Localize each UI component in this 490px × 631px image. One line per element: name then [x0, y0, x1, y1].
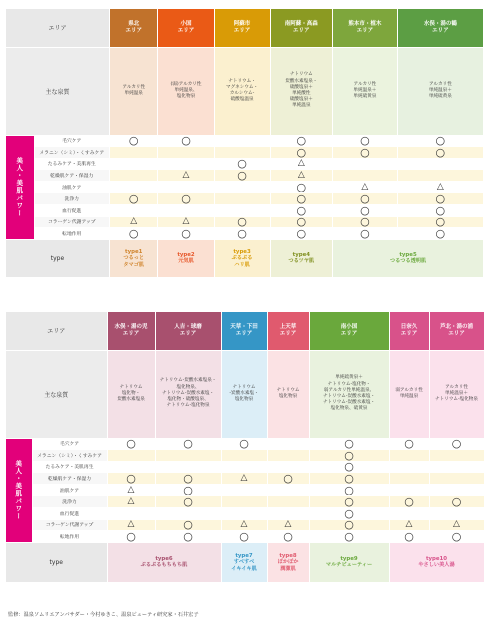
effect-mark: △: [109, 216, 158, 228]
skin-type-cell: [389, 542, 484, 582]
effect-mark: △: [107, 484, 155, 496]
effect-mark: ○: [270, 205, 333, 217]
effect-mark: ○: [333, 135, 398, 147]
supervisor-credit: 監修：温泉ソムリエアンバサダー・今村ゆきこ、温泉ビューティ研究家・石井宏子: [8, 612, 199, 618]
effect-mark: [221, 450, 267, 462]
effect-label: メラニン（シミ）・くすみケア: [34, 147, 109, 159]
beauty-power-label: 美人・美肌パワー: [6, 438, 32, 542]
effect-mark: [214, 205, 270, 217]
effect-mark: ○: [429, 438, 484, 450]
effect-label: コラーゲン代謝アップ: [34, 216, 109, 228]
effect-mark: [221, 484, 267, 496]
effect-mark: △: [429, 519, 484, 531]
effect-mark: ○: [389, 531, 429, 543]
area-header: 日奈久 エリア: [389, 312, 429, 350]
effect-label: メラニン（シミ）・くすみケア: [32, 450, 107, 462]
skin-type-code: type1: [125, 248, 143, 255]
area-header: 南小国 エリア: [309, 312, 389, 350]
effect-mark: [221, 461, 267, 473]
skin-type-cell: [270, 239, 333, 277]
effect-mark: ○: [270, 193, 333, 205]
effect-label: コラーゲン代謝アップ: [32, 519, 107, 531]
effect-label: 油肌ケア: [34, 181, 109, 193]
effect-mark: ○: [270, 216, 333, 228]
effect-mark: ○: [221, 438, 267, 450]
effect-mark: [214, 147, 270, 159]
area-header-label: エリア: [6, 9, 109, 47]
effect-mark: ○: [155, 438, 221, 450]
effect-mark: [158, 181, 214, 193]
effect-mark: ○: [309, 473, 389, 485]
skin-type-desc: ぽかぽか 潤潔肌: [277, 559, 299, 572]
effect-mark: △: [389, 519, 429, 531]
effect-mark: △: [221, 473, 267, 485]
skin-type-cell: [309, 542, 389, 582]
effect-label: たるみケア・美肌再生: [32, 461, 107, 473]
effect-mark: ○: [221, 531, 267, 543]
effect-mark: [221, 508, 267, 520]
effect-mark: ○: [397, 228, 483, 240]
effect-mark: ○: [107, 438, 155, 450]
effect-label: 洗浄力: [32, 496, 107, 508]
area-header: 天草・下田 エリア: [221, 312, 267, 350]
effect-mark: ○: [214, 170, 270, 182]
effect-mark: ○: [109, 135, 158, 147]
effect-mark: [389, 450, 429, 462]
effect-mark: △: [107, 519, 155, 531]
effect-mark: [267, 450, 309, 462]
effect-mark: ○: [214, 158, 270, 170]
area-header: 水俣・湯の児 エリア: [107, 312, 155, 350]
skin-type-desc: 元気肌: [178, 258, 194, 265]
effect-mark: ○: [109, 193, 158, 205]
effect-mark: ○: [155, 519, 221, 531]
skin-type-cell: [214, 239, 270, 277]
effect-mark: ○: [397, 135, 483, 147]
effect-mark: [267, 484, 309, 496]
effect-label: 油肌ケア: [32, 484, 107, 496]
effect-mark: [429, 461, 484, 473]
beauty-table-top: [6, 9, 484, 278]
skin-type-cell: [267, 542, 309, 582]
spring-type-cell: ナトリウム 炭酸水素塩泉・ 硫酸塩泉＋ 単純酸性 硫酸塩泉＋ 単純温泉: [270, 47, 333, 135]
effect-mark: [397, 170, 483, 182]
effect-mark: ○: [309, 496, 389, 508]
area-header: 県北 エリア: [109, 9, 158, 47]
effect-mark: [429, 484, 484, 496]
spring-type-cell: アルカリ性 単純温泉＋ 単純硫黄泉: [333, 47, 398, 135]
effect-mark: ○: [309, 531, 389, 543]
effect-mark: [107, 461, 155, 473]
effect-mark: [429, 508, 484, 520]
effect-mark: [429, 450, 484, 462]
skin-type-cell: [221, 542, 267, 582]
skin-type-desc: つるつる透明肌: [389, 258, 427, 265]
effect-mark: ○: [309, 461, 389, 473]
skin-type-code: type4: [292, 251, 310, 258]
effect-mark: [214, 193, 270, 205]
area-header: 人吉・球磨 エリア: [155, 312, 221, 350]
effect-mark: [389, 508, 429, 520]
spring-type-label: 主な泉質: [6, 350, 107, 438]
effect-mark: ○: [333, 216, 398, 228]
effect-mark: [155, 461, 221, 473]
area-header: 小国 エリア: [158, 9, 214, 47]
effect-mark: ○: [309, 508, 389, 520]
beauty-power-label: 美人・美肌パワー: [6, 135, 34, 239]
spring-type-cell: ナトリウム -炭酸水素塩・ 塩化物泉: [221, 350, 267, 438]
effect-label: 転地作用: [34, 228, 109, 240]
type-label: type: [6, 542, 107, 582]
effect-mark: [389, 461, 429, 473]
spring-type-cell: 単純硫黄泉＋ ナトリウム-塩化物・ 弱アルカリ性単純温泉、 ナトリウム-炭酸水素塩・ ナトリウム-炭酸水素塩・ 塩化物泉、硫黄泉: [309, 350, 389, 438]
effect-mark: △: [158, 216, 214, 228]
spring-type-cell: ナトリウム 塩化物泉: [267, 350, 309, 438]
effect-mark: [109, 158, 158, 170]
effect-mark: ○: [158, 135, 214, 147]
effect-mark: [389, 484, 429, 496]
effect-mark: ○: [109, 228, 158, 240]
spring-type-cell: ナトリウム 塩化物・ 炭酸水素塩泉: [107, 350, 155, 438]
effect-mark: [389, 473, 429, 485]
effect-mark: ○: [267, 473, 309, 485]
effect-mark: ○: [397, 193, 483, 205]
area-header: 熊本市・植木 エリア: [333, 9, 398, 47]
skin-type-code: type7: [235, 552, 253, 559]
effect-mark: [158, 158, 214, 170]
effect-mark: ○: [270, 181, 333, 193]
skin-type-desc: マルチビューティー: [325, 562, 373, 569]
effect-mark: [333, 170, 398, 182]
effect-mark: ○: [397, 147, 483, 159]
spring-type-label: 主な泉質: [6, 47, 109, 135]
skin-type-code: type2: [177, 251, 195, 258]
effect-mark: ○: [214, 228, 270, 240]
spring-type-cell: 弱アルカリ性 単純温泉: [389, 350, 429, 438]
spring-type-cell: ナトリウム-炭酸水素塩泉・ 塩化物泉、 ナトリウム-炭酸水素塩・ 塩化物・硫酸塩泉、 ナトリウム-塩化物泉: [155, 350, 221, 438]
spring-type-cell: アルカリ性 単純温泉: [109, 47, 158, 135]
effect-mark: △: [107, 496, 155, 508]
effect-label: 血行促進: [32, 508, 107, 520]
effect-mark: ○: [270, 147, 333, 159]
effect-mark: ○: [107, 531, 155, 543]
effect-mark: △: [333, 181, 398, 193]
skin-type-code: type5: [399, 251, 417, 258]
skin-type-desc: ぷるぷる ハリ肌: [231, 255, 253, 268]
skin-type-cell: [109, 239, 158, 277]
effect-mark: [109, 147, 158, 159]
effect-mark: [107, 508, 155, 520]
effect-mark: [107, 450, 155, 462]
effect-label: たるみケア・美肌再生: [34, 158, 109, 170]
beauty-table-bottom: [6, 312, 485, 583]
skin-type-code: type6: [155, 555, 173, 562]
effect-mark: ○: [309, 450, 389, 462]
effect-mark: ○: [309, 438, 389, 450]
effect-mark: ○: [389, 496, 429, 508]
effect-mark: [397, 158, 483, 170]
effect-mark: [109, 170, 158, 182]
effect-mark: [267, 496, 309, 508]
effect-label: 毛穴ケア: [34, 135, 109, 147]
effect-mark: ○: [270, 228, 333, 240]
spring-type-cell: アルカリ性 単純温泉＋ ナトリウム-塩化物泉: [429, 350, 484, 438]
effect-mark: [333, 158, 398, 170]
effect-mark: △: [397, 181, 483, 193]
effect-mark: [214, 135, 270, 147]
effect-mark: ○: [267, 531, 309, 543]
effect-mark: [267, 438, 309, 450]
effect-label: 洗浄力: [34, 193, 109, 205]
effect-mark: ○: [397, 216, 483, 228]
effect-mark: ○: [107, 473, 155, 485]
effect-mark: ○: [309, 484, 389, 496]
effect-mark: ○: [333, 205, 398, 217]
skin-type-desc: ぷるぷるもちもち肌: [140, 562, 188, 569]
effect-mark: △: [221, 519, 267, 531]
skin-type-code: type10: [425, 555, 448, 562]
effect-mark: [109, 205, 158, 217]
effect-mark: ○: [429, 531, 484, 543]
effect-label: 転地作用: [32, 531, 107, 543]
effect-mark: [158, 205, 214, 217]
effect-label: 血行促進: [34, 205, 109, 217]
area-header: 水俣・湯の鶴 エリア: [397, 9, 483, 47]
skin-type-desc: すべすべ イキイキ肌: [231, 559, 257, 572]
effect-mark: ○: [309, 519, 389, 531]
effect-mark: ○: [333, 147, 398, 159]
effect-mark: [429, 473, 484, 485]
effect-mark: △: [270, 170, 333, 182]
skin-type-desc: やさしい美人湯: [418, 562, 455, 569]
effect-label: 乾燥肌ケア・保湿力: [34, 170, 109, 182]
skin-type-cell: [107, 542, 221, 582]
effect-mark: ○: [270, 135, 333, 147]
skin-type-desc: つるっと タマゴ肌: [123, 255, 145, 268]
effect-mark: [155, 508, 221, 520]
area-header: 南阿蘇・高森 エリア: [270, 9, 333, 47]
effect-label: 乾燥肌ケア・保湿力: [32, 473, 107, 485]
effect-mark: [267, 508, 309, 520]
area-header: 上天草 エリア: [267, 312, 309, 350]
effect-mark: ○: [397, 205, 483, 217]
skin-type-code: type8: [279, 552, 297, 559]
effect-label: 毛穴ケア: [32, 438, 107, 450]
effect-mark: [214, 181, 270, 193]
skin-type-code: type9: [340, 555, 358, 562]
effect-mark: ○: [155, 496, 221, 508]
area-header: 芦北・湯の浦 エリア: [429, 312, 484, 350]
effect-mark: [109, 181, 158, 193]
effect-mark: ○: [155, 484, 221, 496]
effect-mark: ○: [429, 496, 484, 508]
area-header-label: エリア: [6, 312, 107, 350]
effect-mark: △: [270, 158, 333, 170]
effect-mark: ○: [155, 473, 221, 485]
skin-type-cell: [158, 239, 214, 277]
effect-mark: [155, 450, 221, 462]
effect-mark: ○: [333, 228, 398, 240]
skin-type-desc: つるツヤ肌: [288, 258, 315, 265]
skin-type-cell: [333, 239, 484, 277]
skin-type-code: type3: [233, 248, 251, 255]
effect-mark: ○: [158, 228, 214, 240]
spring-type-cell: (弱)アルカリ性 単純温泉、 塩化物泉: [158, 47, 214, 135]
effect-mark: [158, 147, 214, 159]
effect-mark: [267, 461, 309, 473]
effect-mark: ○: [214, 216, 270, 228]
effect-mark: [221, 496, 267, 508]
effect-mark: ○: [333, 193, 398, 205]
spring-type-cell: ナトリウム・ マグネシウム・ カルシウム- 硫酸塩温泉: [214, 47, 270, 135]
effect-mark: ○: [389, 438, 429, 450]
type-label: type: [6, 239, 109, 277]
spring-type-cell: アルカリ性 単純温泉＋ 単純硫黄泉: [397, 47, 483, 135]
effect-mark: ○: [158, 193, 214, 205]
area-header: 阿蘇市 エリア: [214, 9, 270, 47]
effect-mark: △: [267, 519, 309, 531]
effect-mark: ○: [155, 531, 221, 543]
effect-mark: △: [158, 170, 214, 182]
